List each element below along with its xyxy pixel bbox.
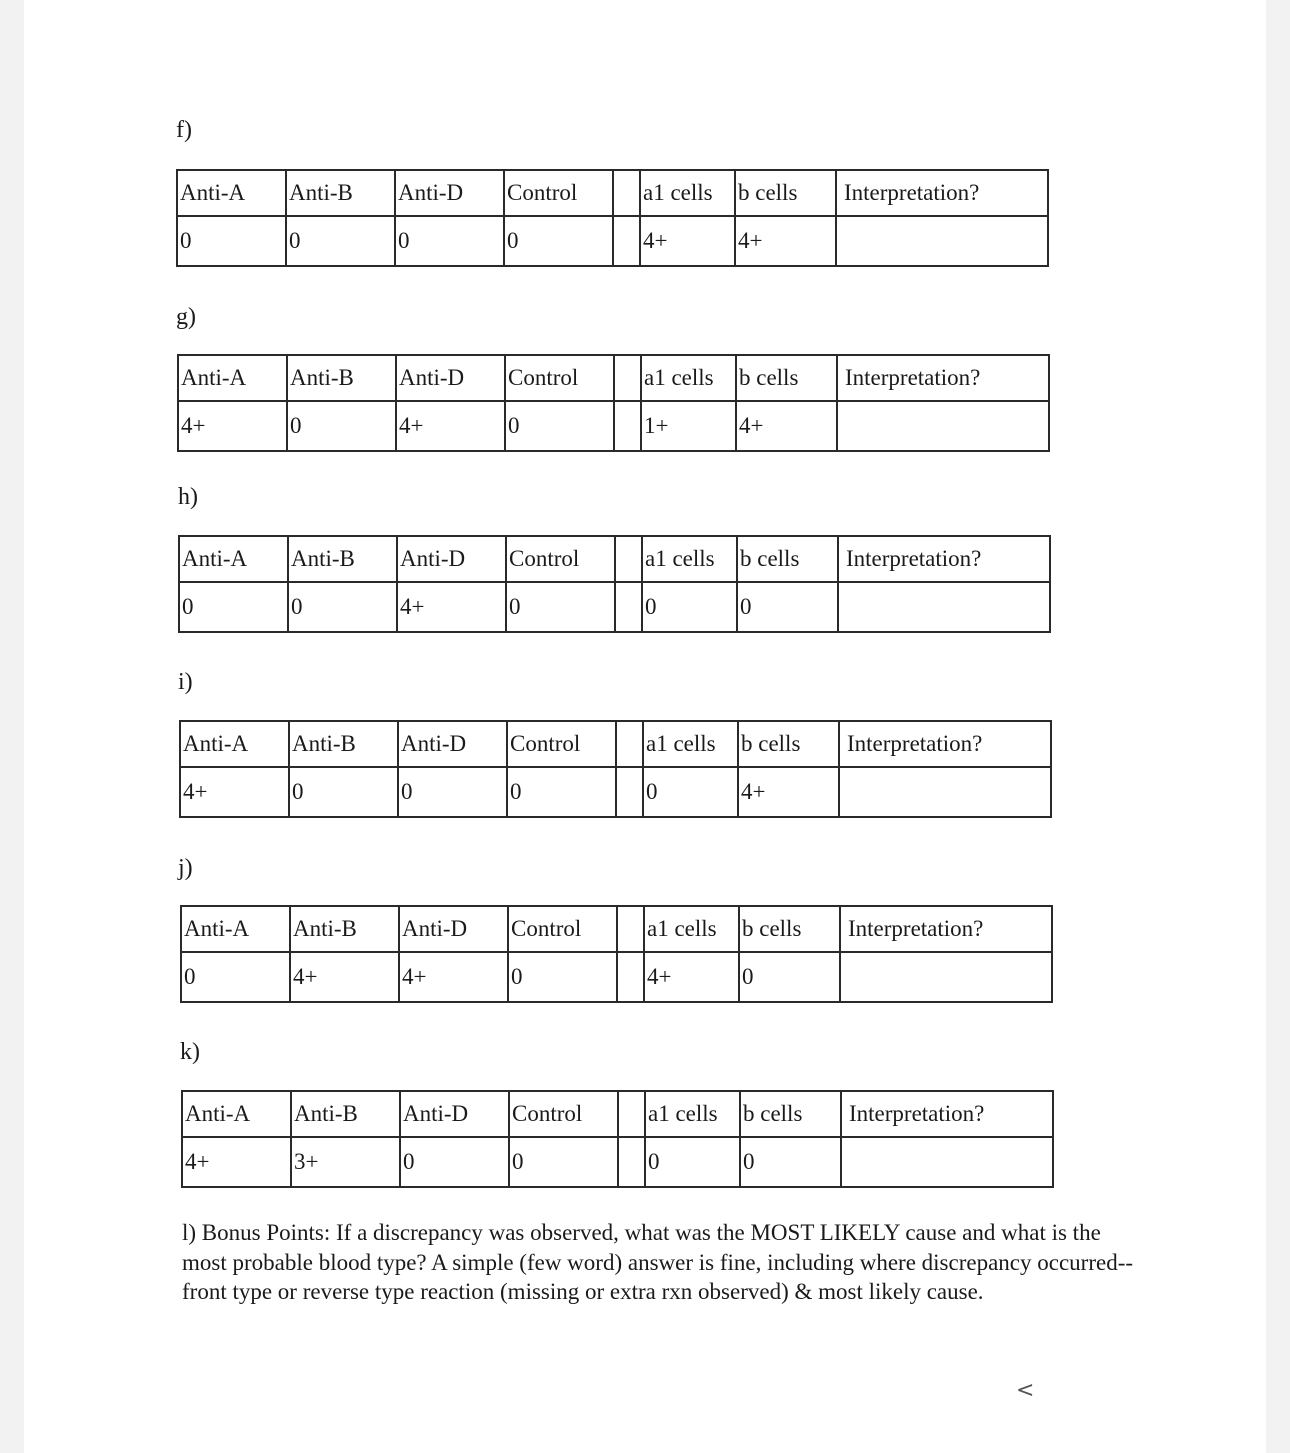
value-row	[182, 1137, 1053, 1187]
header-b-cells: b cells	[736, 355, 837, 401]
problem-label: j)	[178, 855, 193, 881]
problem-label: k)	[180, 1039, 200, 1065]
cell-anti-a: 4+	[178, 401, 287, 451]
header-row	[179, 536, 1050, 582]
cell-b-cells: 0	[737, 582, 838, 632]
header-row	[178, 355, 1049, 401]
header-anti-d: Anti-D	[398, 721, 507, 767]
header-control: Control	[505, 355, 614, 401]
header-b-cells: b cells	[738, 721, 839, 767]
cell-control: 0	[505, 401, 614, 451]
header-anti-d: Anti-D	[400, 1091, 509, 1137]
cell-anti-b: 3+	[291, 1137, 400, 1187]
header-anti-b: Anti-B	[291, 1091, 400, 1137]
header-gap	[613, 170, 640, 216]
cell-control: 0	[506, 582, 615, 632]
problem-label: i)	[178, 669, 193, 695]
cell-interpretation[interactable]	[841, 1137, 1053, 1187]
header-interpretation: Interpretation?	[839, 721, 1051, 767]
cell-b-cells: 0	[739, 952, 840, 1002]
header-control: Control	[508, 906, 617, 952]
cell-anti-d: 4+	[399, 952, 508, 1002]
header-gap	[616, 721, 643, 767]
cell-anti-a: 4+	[180, 767, 289, 817]
header-anti-a: Anti-A	[180, 721, 289, 767]
header-anti-b: Anti-B	[290, 906, 399, 952]
cell-control: 0	[508, 952, 617, 1002]
header-b-cells: b cells	[739, 906, 840, 952]
header-b-cells: b cells	[735, 170, 836, 216]
header-anti-b: Anti-B	[289, 721, 398, 767]
cell-anti-d: 4+	[397, 582, 506, 632]
problem-label: h)	[178, 484, 198, 510]
value-row	[181, 952, 1052, 1002]
cell-gap	[618, 1137, 645, 1187]
cell-anti-a: 0	[179, 582, 288, 632]
header-a1-cells: a1 cells	[643, 721, 738, 767]
cell-anti-d: 0	[400, 1137, 509, 1187]
header-control: Control	[509, 1091, 618, 1137]
cell-gap	[614, 401, 641, 451]
cell-a1-cells: 0	[645, 1137, 740, 1187]
header-b-cells: b cells	[737, 536, 838, 582]
header-anti-d: Anti-D	[396, 355, 505, 401]
cell-anti-a: 0	[181, 952, 290, 1002]
header-interpretation: Interpretation?	[836, 170, 1048, 216]
header-gap	[615, 536, 642, 582]
header-anti-d: Anti-D	[395, 170, 504, 216]
cell-a1-cells: 4+	[640, 216, 735, 266]
header-row	[181, 906, 1052, 952]
header-gap	[614, 355, 641, 401]
header-a1-cells: a1 cells	[642, 536, 737, 582]
value-row	[180, 767, 1051, 817]
cell-control: 0	[504, 216, 613, 266]
cell-b-cells: 4+	[736, 401, 837, 451]
header-control: Control	[507, 721, 616, 767]
header-anti-a: Anti-A	[182, 1091, 291, 1137]
cell-interpretation[interactable]	[837, 401, 1049, 451]
cell-control: 0	[507, 767, 616, 817]
header-control: Control	[506, 536, 615, 582]
header-anti-a: Anti-A	[177, 170, 286, 216]
cell-interpretation[interactable]	[839, 767, 1051, 817]
cell-anti-b: 0	[287, 401, 396, 451]
header-gap	[618, 1091, 645, 1137]
header-anti-b: Anti-B	[287, 355, 396, 401]
cell-a1-cells: 0	[642, 582, 737, 632]
blood-typing-table	[179, 720, 1052, 818]
blood-typing-table	[178, 535, 1051, 633]
header-control: Control	[504, 170, 613, 216]
header-anti-d: Anti-D	[399, 906, 508, 952]
blood-typing-table	[181, 1090, 1054, 1188]
cell-anti-d: 0	[398, 767, 507, 817]
header-interpretation: Interpretation?	[838, 536, 1050, 582]
header-anti-a: Anti-A	[178, 355, 287, 401]
cell-gap	[616, 767, 643, 817]
header-anti-d: Anti-D	[397, 536, 506, 582]
cell-anti-a: 4+	[182, 1137, 291, 1187]
cell-b-cells: 0	[740, 1137, 841, 1187]
header-anti-b: Anti-B	[286, 170, 395, 216]
cell-a1-cells: 1+	[641, 401, 736, 451]
cell-control: 0	[509, 1137, 618, 1187]
header-row	[180, 721, 1051, 767]
header-interpretation: Interpretation?	[837, 355, 1049, 401]
value-row	[179, 582, 1050, 632]
cell-gap	[617, 952, 644, 1002]
cell-anti-b: 4+	[290, 952, 399, 1002]
cell-anti-b: 0	[288, 582, 397, 632]
cell-interpretation[interactable]	[840, 952, 1052, 1002]
cell-anti-b: 0	[289, 767, 398, 817]
header-a1-cells: a1 cells	[645, 1091, 740, 1137]
header-a1-cells: a1 cells	[641, 355, 736, 401]
header-b-cells: b cells	[740, 1091, 841, 1137]
cell-anti-a: 0	[177, 216, 286, 266]
cell-a1-cells: 0	[643, 767, 738, 817]
header-anti-b: Anti-B	[288, 536, 397, 582]
cell-gap	[615, 582, 642, 632]
blood-typing-table	[177, 354, 1050, 452]
value-row	[178, 401, 1049, 451]
header-interpretation: Interpretation?	[841, 1091, 1053, 1137]
cell-gap	[613, 216, 640, 266]
cell-b-cells: 4+	[738, 767, 839, 817]
value-row	[177, 216, 1048, 266]
blood-typing-table	[180, 905, 1053, 1003]
header-a1-cells: a1 cells	[640, 170, 735, 216]
bonus-question: l) Bonus Points: If a discrepancy was observed, what was the MOST LIKELY cause and what is the most probable blood type? A simple (few word) answer is fine, including where discrepancy occurred-- front type or reverse type reaction (missing or extra rxn observed) & most likely cause.	[182, 1220, 1134, 1304]
cell-anti-d: 4+	[396, 401, 505, 451]
header-row	[177, 170, 1048, 216]
header-gap	[617, 906, 644, 952]
cell-interpretation[interactable]	[838, 582, 1050, 632]
cell-anti-b: 0	[286, 216, 395, 266]
header-a1-cells: a1 cells	[644, 906, 739, 952]
cell-a1-cells: 4+	[644, 952, 739, 1002]
cell-anti-d: 0	[395, 216, 504, 266]
header-anti-a: Anti-A	[181, 906, 290, 952]
cell-b-cells: 4+	[735, 216, 836, 266]
blood-typing-table	[176, 169, 1049, 267]
header-anti-a: Anti-A	[179, 536, 288, 582]
problem-label: g)	[176, 304, 196, 330]
header-interpretation: Interpretation?	[840, 906, 1052, 952]
header-row	[182, 1091, 1053, 1137]
problem-label: f)	[176, 117, 192, 143]
cell-interpretation[interactable]	[836, 216, 1048, 266]
stray-pen-mark: <	[1016, 1378, 1035, 1403]
